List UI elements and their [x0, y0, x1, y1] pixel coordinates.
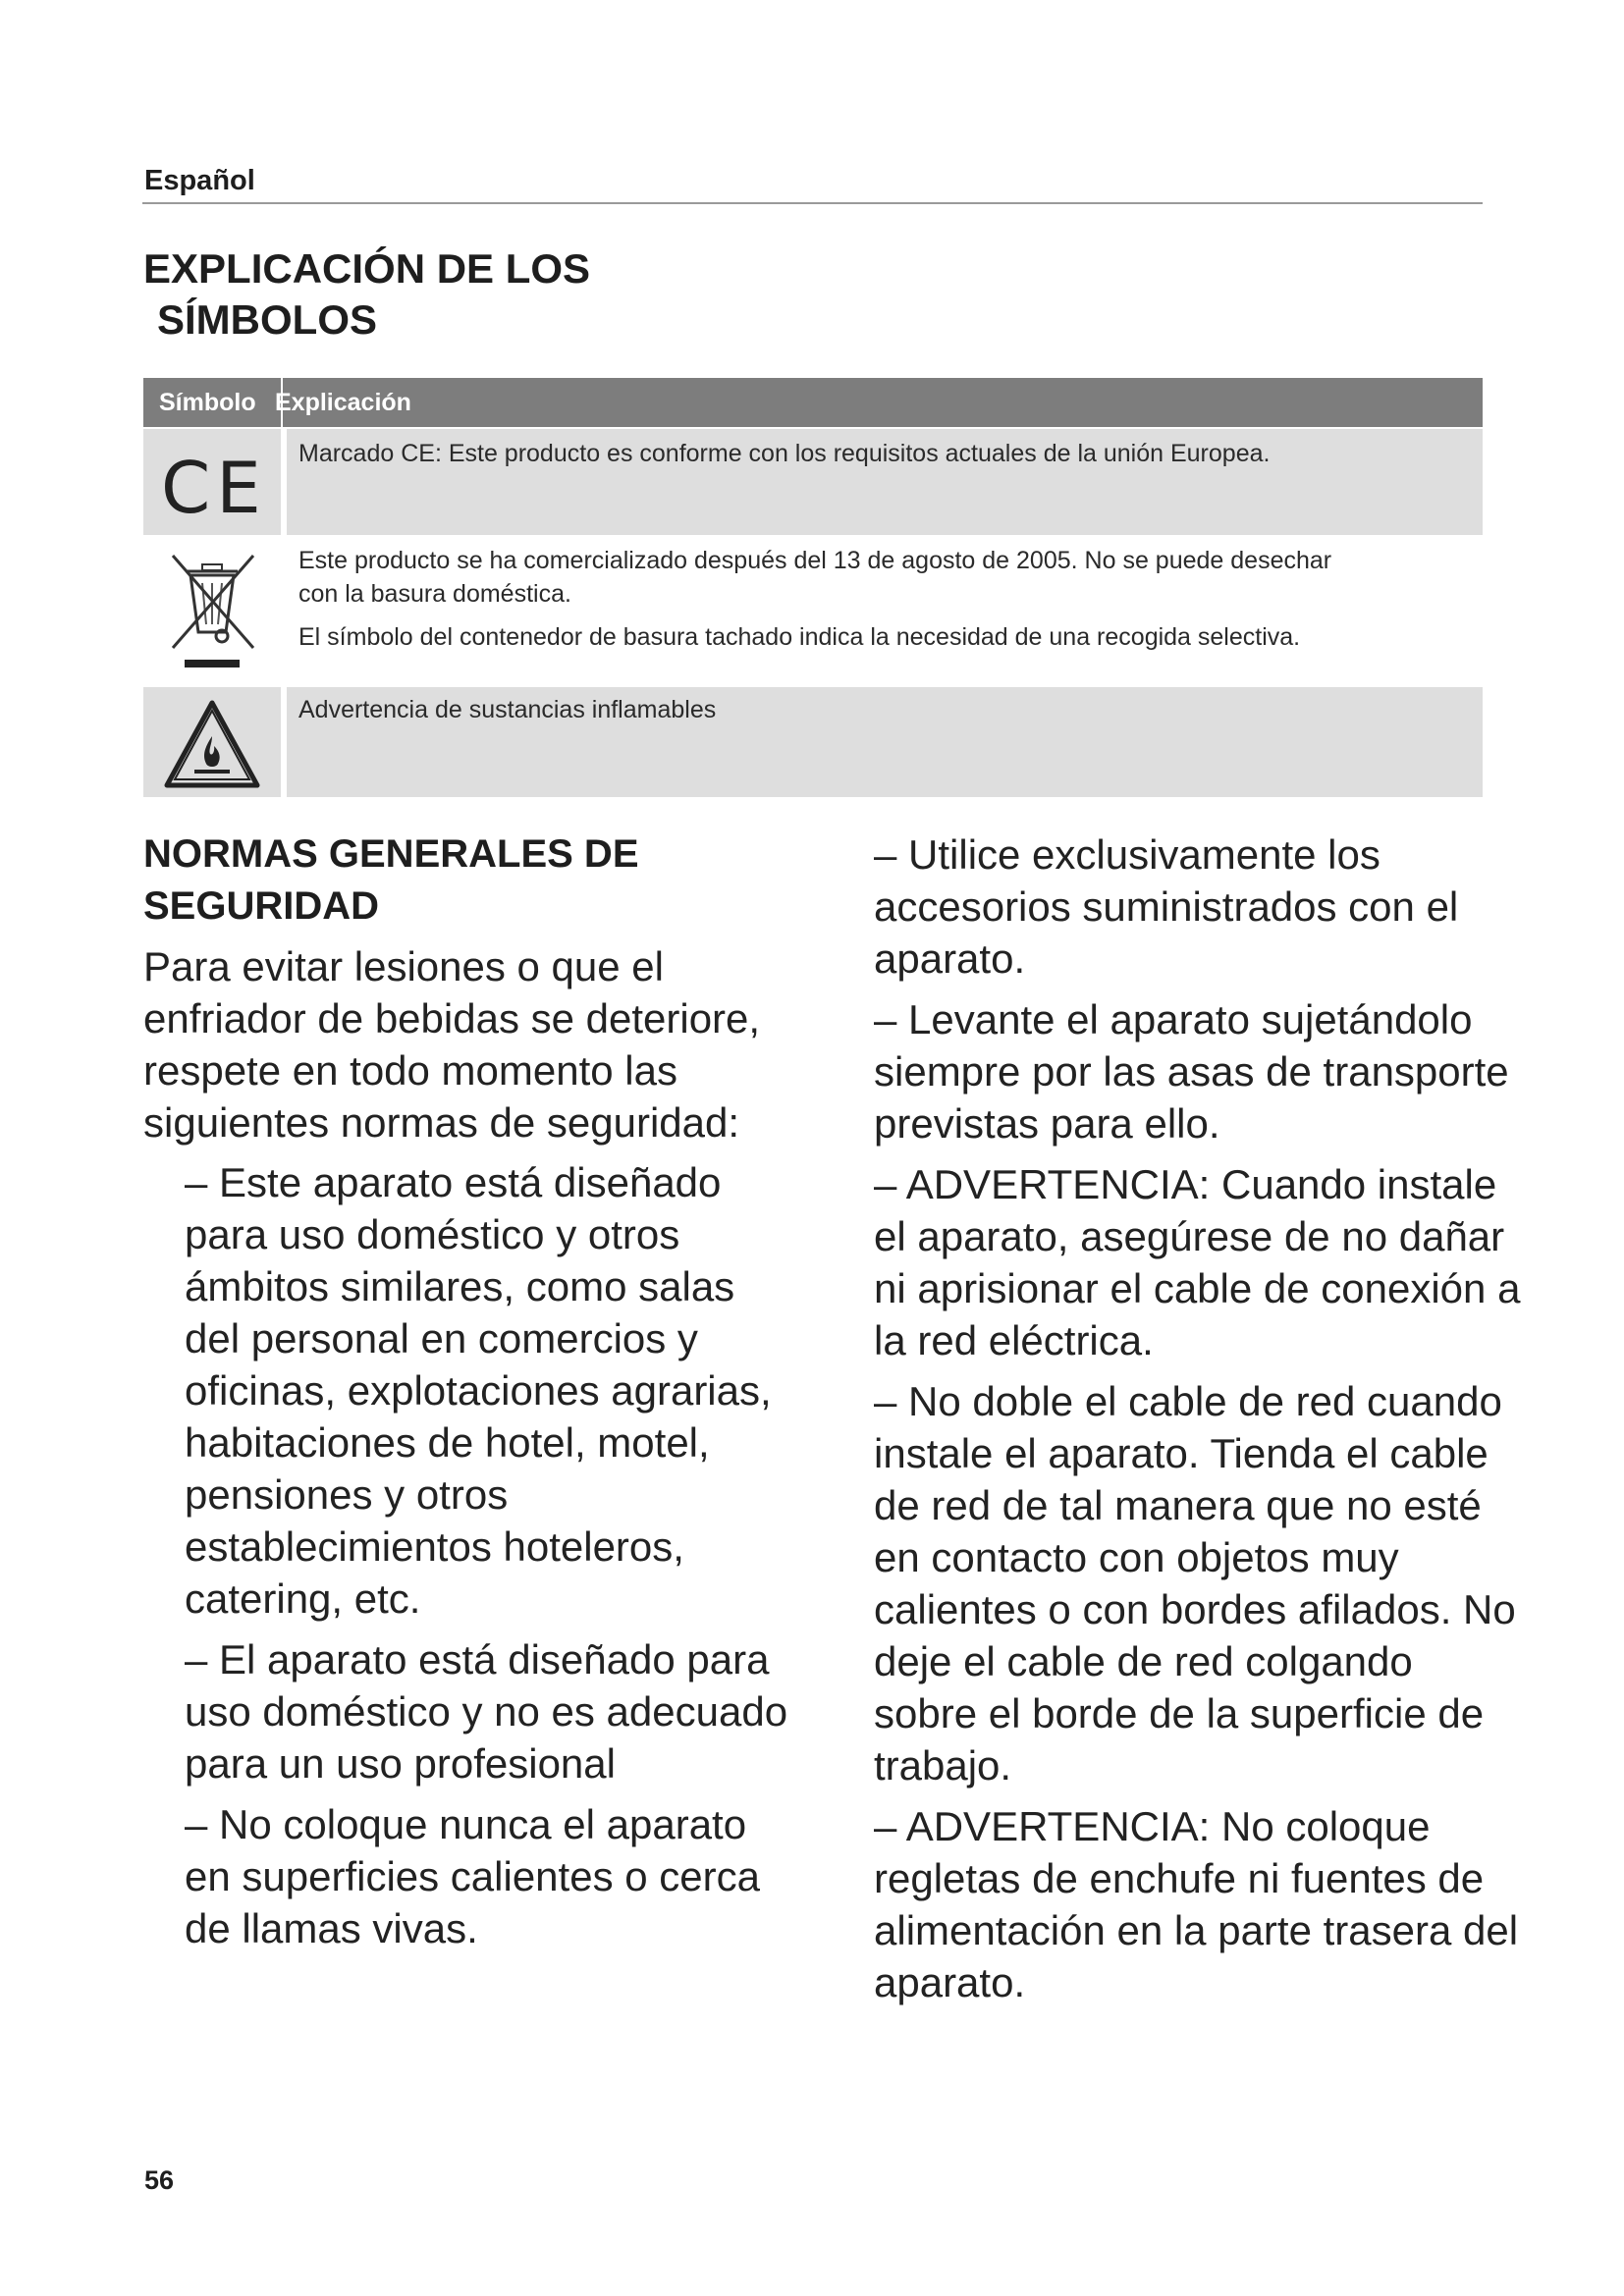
explanation-line: Advertencia de sustancias inflamables	[298, 696, 717, 723]
list-item: – Utilice exclusivamente los accesorios suministrados con el aparato.	[874, 831, 1459, 982]
symbol-row-flammable	[143, 687, 1483, 797]
explanation-line: con la basura doméstica.	[298, 580, 571, 608]
symbol-explanation	[287, 687, 1483, 797]
ce-mark-icon	[143, 429, 281, 535]
list-item: – El aparato está diseñado para uso doméstico y no es adecuado para un uso profesional	[185, 1636, 788, 1787]
explanation-line: El símbolo del contenedor de basura tachado indica la necesidad de una recogida selectiva.	[298, 623, 1301, 651]
safety-intro: Para evitar lesiones o que el enfriador de bebidas se deteriore, respete en todo momento las siguientes normas de seguridad:	[143, 943, 761, 1146]
language-label: Español	[144, 165, 255, 196]
safety-section-title	[143, 828, 791, 933]
explanation-line: Marcado CE: Este producto es conforme con los requisitos actuales de la unión Europea.	[298, 440, 1271, 467]
symbol-row-weee	[143, 538, 1483, 683]
symbol-explanation	[287, 429, 1483, 535]
header-symbol: Símbolo	[159, 389, 256, 416]
flammable-warning-icon	[143, 687, 281, 797]
list-item: – ADVERTENCIA: No coloque regletas de enchufe ni fuentes de alimentación en la parte trasera del aparato.	[874, 1803, 1519, 2005]
list-item: – No coloque nunca el aparato en superficies calientes o cerca de llamas vivas.	[185, 1801, 760, 1951]
page-number: 56	[144, 2165, 175, 2195]
list-item: – No doble el cable de red cuando instale el aparato. Tienda el cable de red de tal manera que no esté en contacto con objetos muy calientes o con bordes afilados. No deje el cable de red colgando sobre el borde de la superficie de trabajo.	[874, 1378, 1516, 1789]
safety-list-left	[143, 1156, 791, 1954]
symbol-explanation	[287, 538, 1483, 683]
symbols-table-header	[143, 378, 1483, 427]
safety-list-right	[874, 828, 1522, 2008]
crossed-out-bin-icon	[143, 538, 281, 683]
list-item: – Levante el aparato sujetándolo siempre por las asas de transporte previstas para ello.	[874, 996, 1509, 1147]
list-item: – Este aparato está diseñado para uso doméstico y otros ámbitos similares, como salas del personal en comercios y oficinas, explotaciones agrarias, habitaciones de hotel, motel, pensiones y otros establecimientos hoteleros, catering, etc.	[185, 1159, 772, 1622]
explanation-line: Este producto se ha comercializado después del 13 de agosto de 2005. No se puede desechar	[298, 547, 1332, 574]
ce-mark-text: CE	[161, 447, 267, 529]
list-item: – ADVERTENCIA: Cuando instale el aparato, asegúrese de no dañar ni aprisionar el cable de conexión a la red eléctrica.	[874, 1161, 1521, 1363]
symbols-section-title	[143, 243, 590, 346]
right-column	[874, 828, 1522, 2017]
safety-title-line1: NORMAS GENERALES DE	[143, 832, 639, 876]
header-explanation: Explicación	[275, 389, 411, 416]
symbols-title-line2: SÍMBOLOS	[157, 296, 378, 343]
symbols-title-line1: EXPLICACIÓN DE LOS	[143, 245, 591, 292]
symbol-row-ce	[143, 429, 1483, 535]
safety-title-line2: SEGURIDAD	[143, 884, 380, 928]
header-divider	[142, 202, 1483, 204]
left-column	[143, 828, 791, 1963]
